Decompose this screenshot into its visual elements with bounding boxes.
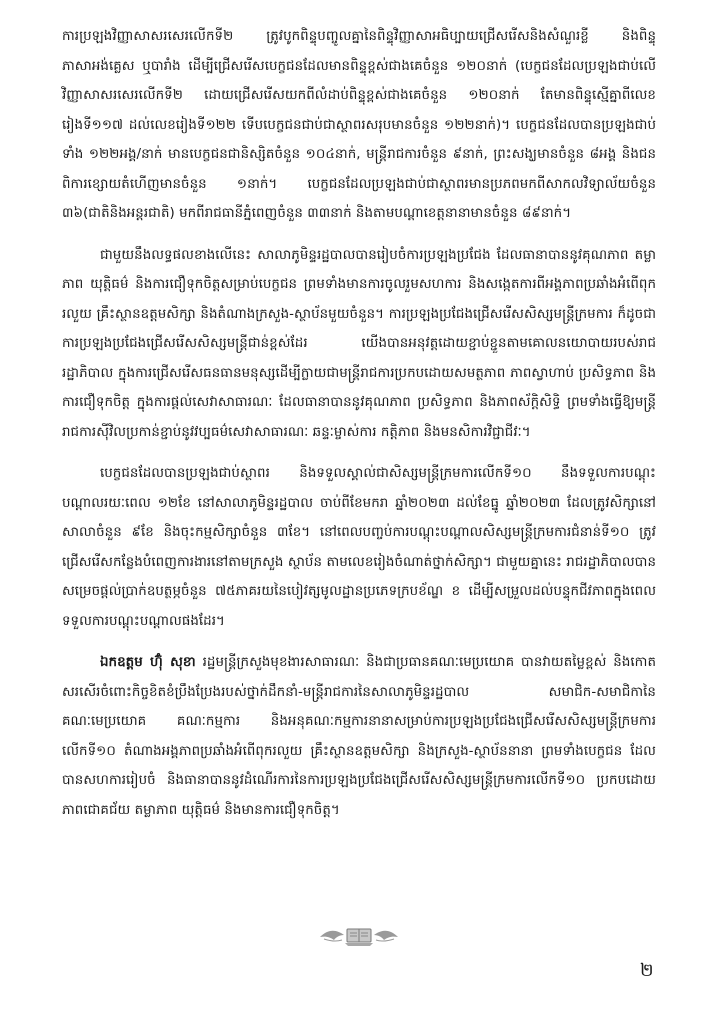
paragraph-exam-results: ការប្រឡងវិញ្ញាសាសរសេរលើកទី២ ត្រូវបូកពិន្ទុបញ្ចូលគ្នានៃពិន្ទុវិញ្ញាសាអធិប្បាយជ្រើសរើសនិងសំណួរខ្លី និងពិន្ទុភាសាអង់គ្លេស ឬបារាំង ដើម្បីជ្រើសរើសបេក្ខជនដែលមានពិន្ទុខ្ពស់ជាងគេចំនួន ១២០នាក់ (បេក្ខជនដែលប្រឡងជាប់លើវិញ្ញាសាសរសេរលើកទី២ ដោយជ្រើសរើសយកពីលំដាប់ពិន្ទុខ្ពស់ជាងគេចំនួន ១២០នាក់ តែមានពិន្ទុស្មើគ្នាពីលេខរៀងទី១១៧ ដល់លេខរៀងទី១២២ ទើបបេក្ខជនជាប់ជាស្ថាពរសរុបមានចំនួន ១២២នាក់)។ បេក្ខជនដែលបានប្រឡងជាប់ទាំង ១២២អង្គ/នាក់ មានបេក្ខជនជានិស្សិតចំនួន ១០៤នាក់, មន្ត្រីរាជការចំនួន ៩នាក់, ព្រះសង្ឃមានចំនួន ៨អង្គ និងជនពិការខ្សោយតំហើញមានចំនួន ១នាក់។ បេក្ខជនដែលប្រឡងជាប់ជាស្ថាពរមានប្រភពមកពីសាកលវិទ្យាល័យចំនួន ៣៦(ជាតិនិងអន្តរជាតិ) មកពីរាជធានីភ្នំពេញចំនួន ៣៣នាក់ និងតាមបណ្តាខេត្តនានាមានចំនួន ៨៩នាក់។	[62, 29, 656, 221]
page-number: ២	[640, 960, 654, 981]
paragraph-exam-quality: ជាមួយនឹងលទ្ធផលខាងលើនេះ សាលាភូមិន្ទរដ្ឋបាលបានរៀបចំការប្រឡងប្រជែង ដែលធានាបាននូវគុណភាព តម្លាភាព យុត្តិធម៌ និងការជឿទុកចិត្តសម្រាប់បេក្ខជន ព្រមទាំងមានការចូលរួមសហការ និងសង្កេតការពីអង្គភាពប្រឆាំងអំពើពុករលួយ គ្រឹះស្ថានឧត្តមសិក្សា និងតំណាងក្រសួង-ស្ថាប័នមួយចំនួន។ ការប្រឡងប្រជែងជ្រើសរើសសិស្សមន្ត្រីក្រមការ ក៏ដូចជាការប្រឡងប្រជែងជ្រើសរើសសិស្សមន្ត្រីជាន់ខ្ពស់ដែរ យើងបានអនុវត្តដោយខ្ជាប់ខ្ជួនតាមគោលនយោបាយរបស់រាជរដ្ឋាភិបាល ក្នុងការជ្រើសរើសធនធានមនុស្សដើម្បីក្លាយជាមន្ត្រីរាជការប្រកបដោយសមត្ថភាព ភាពស្វាហាប់ ប្រសិទ្ធភាព និងការជឿទុកចិត្ត ក្នុងការផ្តល់សេវាសាធារណៈ ដែលធានាបាននូវគុណភាព ប្រសិទ្ធភាព និងភាពស័ក្តិសិទ្ធិ ព្រមទាំងធ្វើឱ្យមន្ត្រីរាជការស៊ីវិលប្រកាន់ខ្ជាប់នូវវប្បធម៌សេវាសាធារណៈ ឆន្ទៈម្ចាស់ការ កត្តិភាព និងមនសិការវិជ្ជាជីវៈ។	[62, 247, 656, 440]
document-body	[62, 22, 656, 837]
paragraph-minister-appreciation	[62, 648, 656, 825]
paragraph-minister-text: រដ្ឋមន្ត្រីក្រសួងមុខងារសាធារណៈ និងជាប្រធានគណៈមេប្រយោគ បានវាយតម្លៃខ្ពស់ និងកោតសរសើរចំពោះកិច្ចខិតខំប្រឹងប្រែងរបស់ថ្នាក់ដឹកនាំ-មន្ត្រីរាជការនៃសាលាភូមិន្ទរដ្ឋបាល សមាជិក-សមាជិកានៃគណៈមេប្រយោគ គណៈកម្មការ និងអនុគណៈកម្មការនានាសម្រាប់ការប្រឡងប្រជែងជ្រើសរើសសិស្សមន្ត្រីក្រមការលើកទី១០ តំណាងអង្គភាពប្រឆាំងអំពើពុករលួយ គ្រឹះស្ថានឧត្តមសិក្សា និងក្រសួង-ស្ថាប័ននានា ព្រមទាំងបេក្ខជន ដែលបានសហការរៀបចំ និងធានាបាននូវដំណើរការនៃការប្រឡងប្រជែងជ្រើសរើសសិស្សមន្ត្រីក្រមការលើកទី១០ ប្រកបដោយភាពជោគជ័យ តម្លាភាព យុត្តិធម៌ និងមានការជឿទុកចិត្ត។	[62, 655, 656, 818]
minister-name: ឯកឧត្តម ហ៊ុំ សុខា	[100, 655, 196, 670]
paragraph-training-schedule: បេក្ខជនដែលបានប្រឡងជាប់ស្ថាពរ និងទទួលស្គាល់ជាសិស្សមន្ត្រីក្រមការលើកទី១០ នឹងទទួលការបណ្តុះបណ្តាលរយៈពេល ១២ខែ នៅសាលាភូមិន្ទរដ្ឋបាល ចាប់ពីខែមករា ឆ្នាំ២០២៣ ដល់ខែធ្នូ ឆ្នាំ២០២៣ ដែលត្រូវសិក្សានៅសាលាចំនួន ៩ខែ និងចុះកម្មសិក្សាចំនួន ៣ខែ។ នៅពេលបញ្ចប់ការបណ្តុះបណ្តាលសិស្សមន្ត្រីក្រមការជំនាន់ទី១០ ត្រូវជ្រើសរើសកន្លែងបំពេញការងារនៅតាមក្រសួង ស្ថាប័ន តាមលេខរៀងចំណាត់ថ្នាក់សិក្សា។ ជាមួយគ្នានេះ រាជរដ្ឋាភិបាលបានសម្រេចផ្តល់ប្រាក់ឧបត្ថម្ភចំនួន ៧៥ភាគរយនៃបៀវត្សមូលដ្ឋានប្រភេទក្របខ័ណ្ឌ ខ ដើម្បីសម្រួលដល់បន្ទុកជីវភាពក្នុងពេលទទួលការបណ្តុះបណ្តាលផងដែរ។	[62, 466, 656, 629]
book-ornament-icon	[318, 923, 400, 947]
